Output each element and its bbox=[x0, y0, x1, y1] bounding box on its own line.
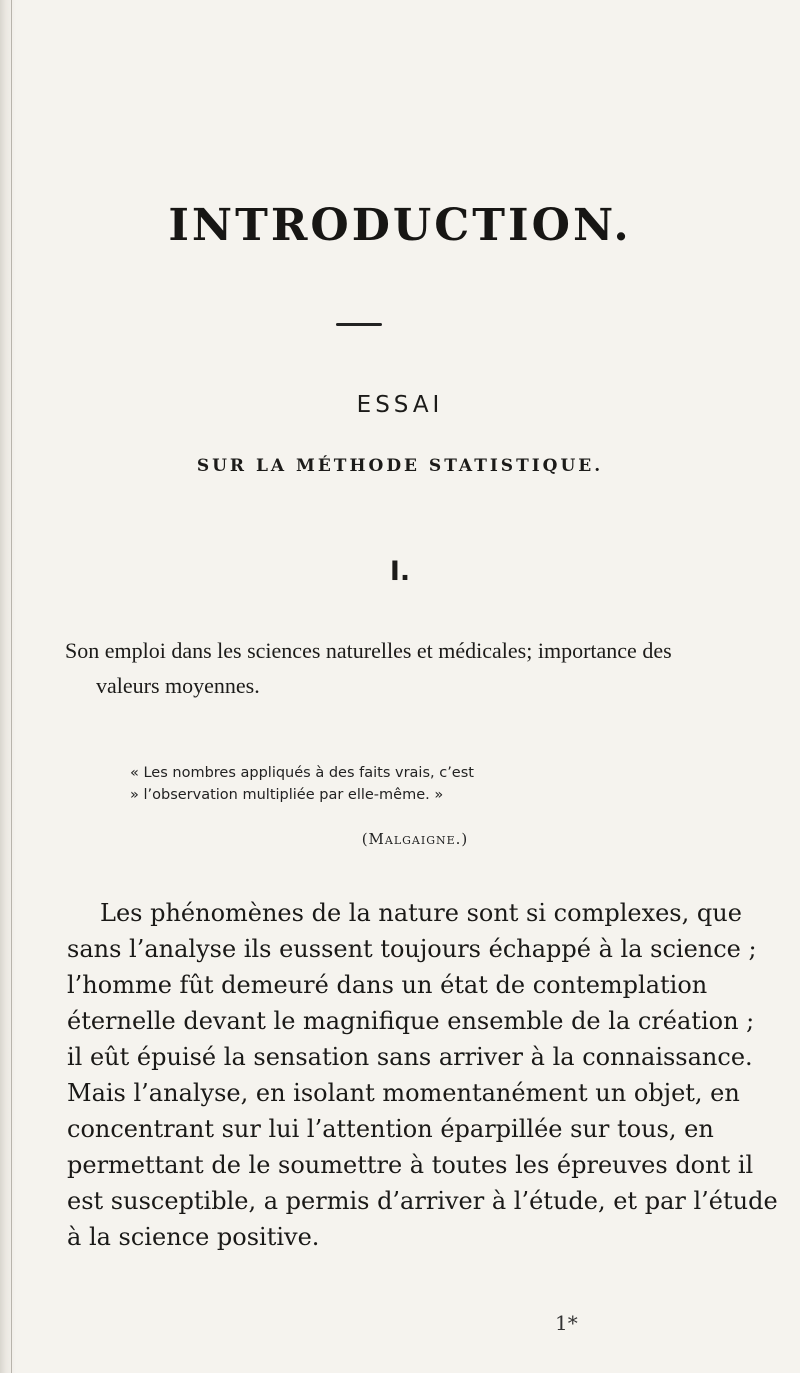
epigraph-line-1: « Les nombres appliqués à des faits vrais, c’est bbox=[130, 765, 474, 781]
epigraph bbox=[130, 762, 760, 806]
essay-subtitle: SUR LA MÉTHODE STATISTIQUE. bbox=[196, 456, 604, 476]
section-summary-line-2: valeurs moyennes. bbox=[96, 673, 260, 698]
body-line: éternelle devant le magnifique ensemble de la création ; bbox=[67, 1007, 755, 1035]
body-line: est susceptible, a permis d’arriver à l’étude, et par l’étude bbox=[67, 1187, 778, 1215]
essai-heading: ESSAI bbox=[356, 392, 444, 418]
section-summary-line-1: Son emploi dans les sciences naturelles et médicales; importance des bbox=[65, 638, 672, 663]
body-line: l’homme fût demeuré dans un état de contemplation bbox=[67, 971, 708, 999]
epigraph-line-2: » l’observation multipliée par elle-même. » bbox=[130, 787, 444, 803]
body-line: sans l’analyse ils eussent toujours échappé à la science ; bbox=[67, 935, 757, 963]
body-line: Les phénomènes de la nature sont si complexes, que bbox=[100, 899, 742, 927]
body-line: concentrant sur lui l’attention éparpillée sur tous, en bbox=[67, 1115, 714, 1143]
body-line: permettant de le soumettre à toutes les épreuves dont il bbox=[67, 1151, 754, 1179]
signature-mark: 1* bbox=[555, 1311, 578, 1335]
section-number: I. bbox=[389, 556, 411, 587]
section-summary bbox=[65, 633, 765, 703]
epigraph-author: (Malgaigne.) bbox=[361, 830, 469, 848]
body-line: Mais l’analyse, en isolant momentanément un objet, en bbox=[67, 1079, 740, 1107]
chapter-title: INTRODUCTION. bbox=[168, 200, 632, 251]
body-paragraph bbox=[67, 895, 778, 1255]
title-rule bbox=[336, 323, 382, 326]
body-line: à la science positive. bbox=[67, 1223, 320, 1251]
body-line: il eût épuisé la sensation sans arriver à la connaissance. bbox=[67, 1043, 753, 1071]
